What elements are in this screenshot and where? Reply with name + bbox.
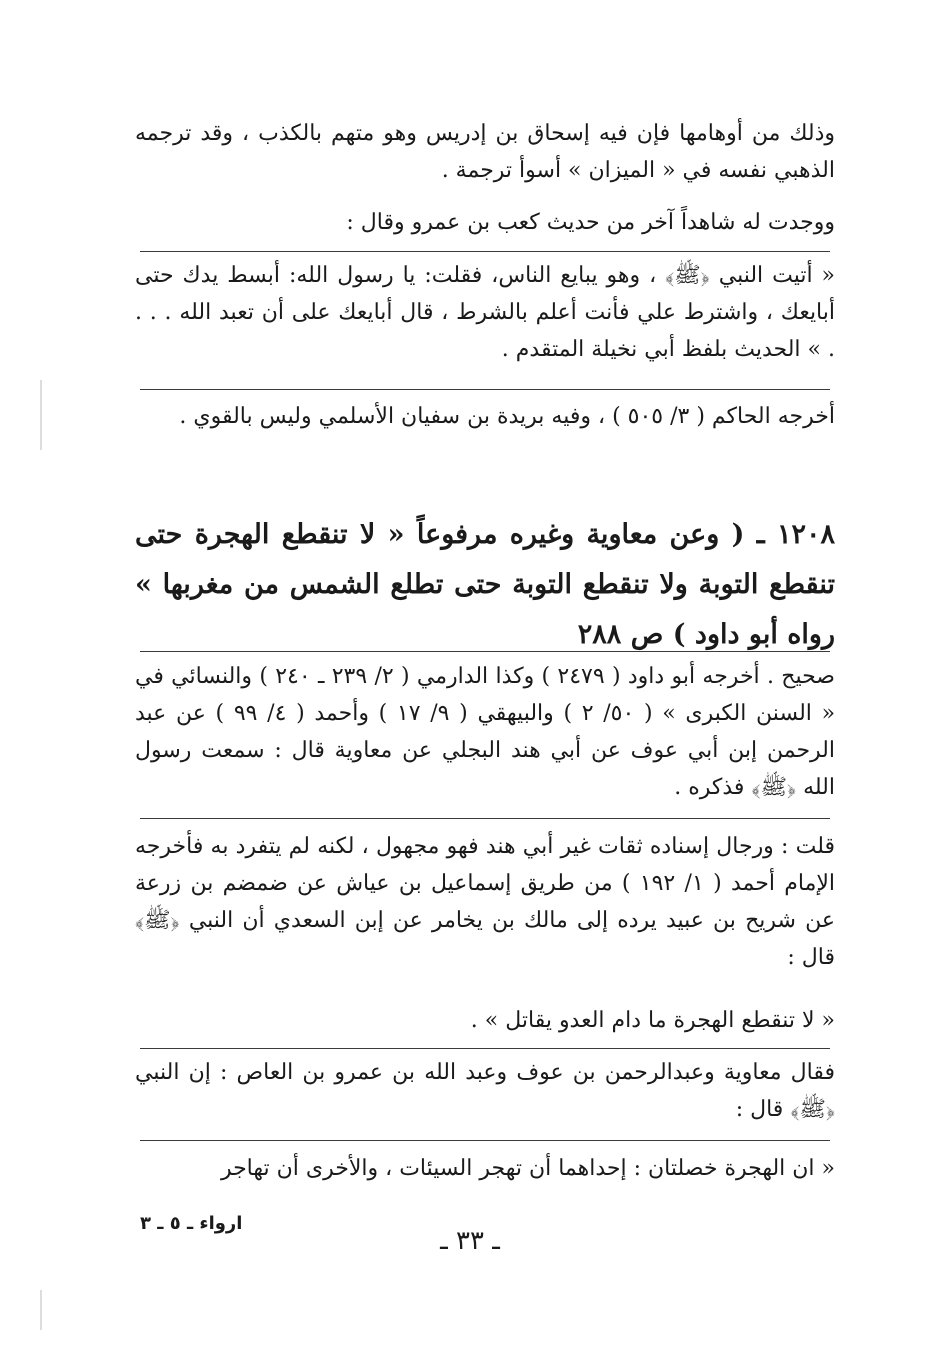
paragraph-mu-awiya-statement: فقال معاوية وعبدالرحمن بن عوف وعبد الله بن عمرو بن العاص : إن النبي ﴿ﷺ﴾ قال : <box>135 1060 835 1122</box>
paragraph-hijra-quote: « لا تنقطع الهجرة ما دام العدو يقاتل » . <box>470 1008 835 1033</box>
section-divider <box>140 651 830 652</box>
paragraph-hadith-bay-ah: « أتيت النبي ﴿ﷺ﴾ ، وهو يبايع الناس، فقلت: يا رسول الله: أبسط يدك حتى أبايعك ، واشترط علي فأنت أعلم بالشرط ، قال أبايعك على أن تعبد الله . . . . » الحديث بلفظ أبي نخيلة المتقدم . <box>135 263 835 362</box>
scan-edge-mark <box>40 1290 42 1330</box>
section-divider <box>140 1140 830 1141</box>
paragraph-ishaq-ibn-idris: وذلك من أوهامها فإن فيه إسحاق بن إدريس وهو متهم بالكذب ، وقد ترجمه الذهبي نفسه في « الميزان » أسوأ ترجمة . <box>135 121 836 183</box>
section-divider <box>140 818 830 819</box>
section-divider <box>140 389 830 390</box>
paragraph-two-traits: « ان الهجرة خصلتان : إحداهما أن تهجر السيئات ، والأخرى أن تهاجر <box>220 1156 835 1181</box>
section-divider <box>140 1048 830 1049</box>
hadith-heading-1208: ١٢٠٨ ـ ( وعن معاوية وغيره مرفوعاً « لا تنقطع الهجرة حتى تنقطع التوبة ولا تنقطع التوبة حتى تطلع الشمس من مغربها » رواه أبو داود ) ص ٢٨٨ <box>135 519 835 650</box>
paragraph-ka-b-ibn-amr: ووجدت له شاهداً آخر من حديث كعب بن عمرو وقال : <box>346 210 835 235</box>
page-number: ـ ٣٣ ـ <box>440 1226 500 1256</box>
section-divider <box>140 251 830 252</box>
paragraph-isnad-critique: قلت : ورجال إسناده ثقات غير أبي هند فهو مجهول ، لكنه لم يتفرد به فأخرجه الإمام أحمد ( ١/ ١٩٢ ) من طريق إسماعيل بن عياش عن ضمضم بن زرعة عن شريح بن عبيد يرده إلى مالك بن يخامر عن إبن السعدي أن النبي ﴿ﷺ﴾ قال : <box>135 834 836 970</box>
scan-edge-mark <box>40 380 42 450</box>
signature-mark: ارواء ـ ٥ ـ ٣ <box>140 1213 243 1234</box>
paragraph-hakim-takhrij: أخرجه الحاكم ( ٣/ ٥٠٥ ) ، وفيه بريدة بن سفيان الأسلمي وليس بالقوي . <box>179 404 835 429</box>
paragraph-sahih-takhrij: صحيح . أخرجه أبو داود ( ٢٤٧٩ ) وكذا الدارمي ( ٢/ ٢٣٩ ـ ٢٤٠ ) والنسائي في « السنن الكبرى » ( ٥٠/ ٢ ) والبيهقي ( ٩/ ١٧ ) وأحمد ( ٤/ ٩٩ ) عن عبد الرحمن إبن أبي عوف عن أبي هند البجلي عن معاوية قال : سمعت رسول الله ﴿ﷺ﴾ فذكره . <box>135 664 836 800</box>
